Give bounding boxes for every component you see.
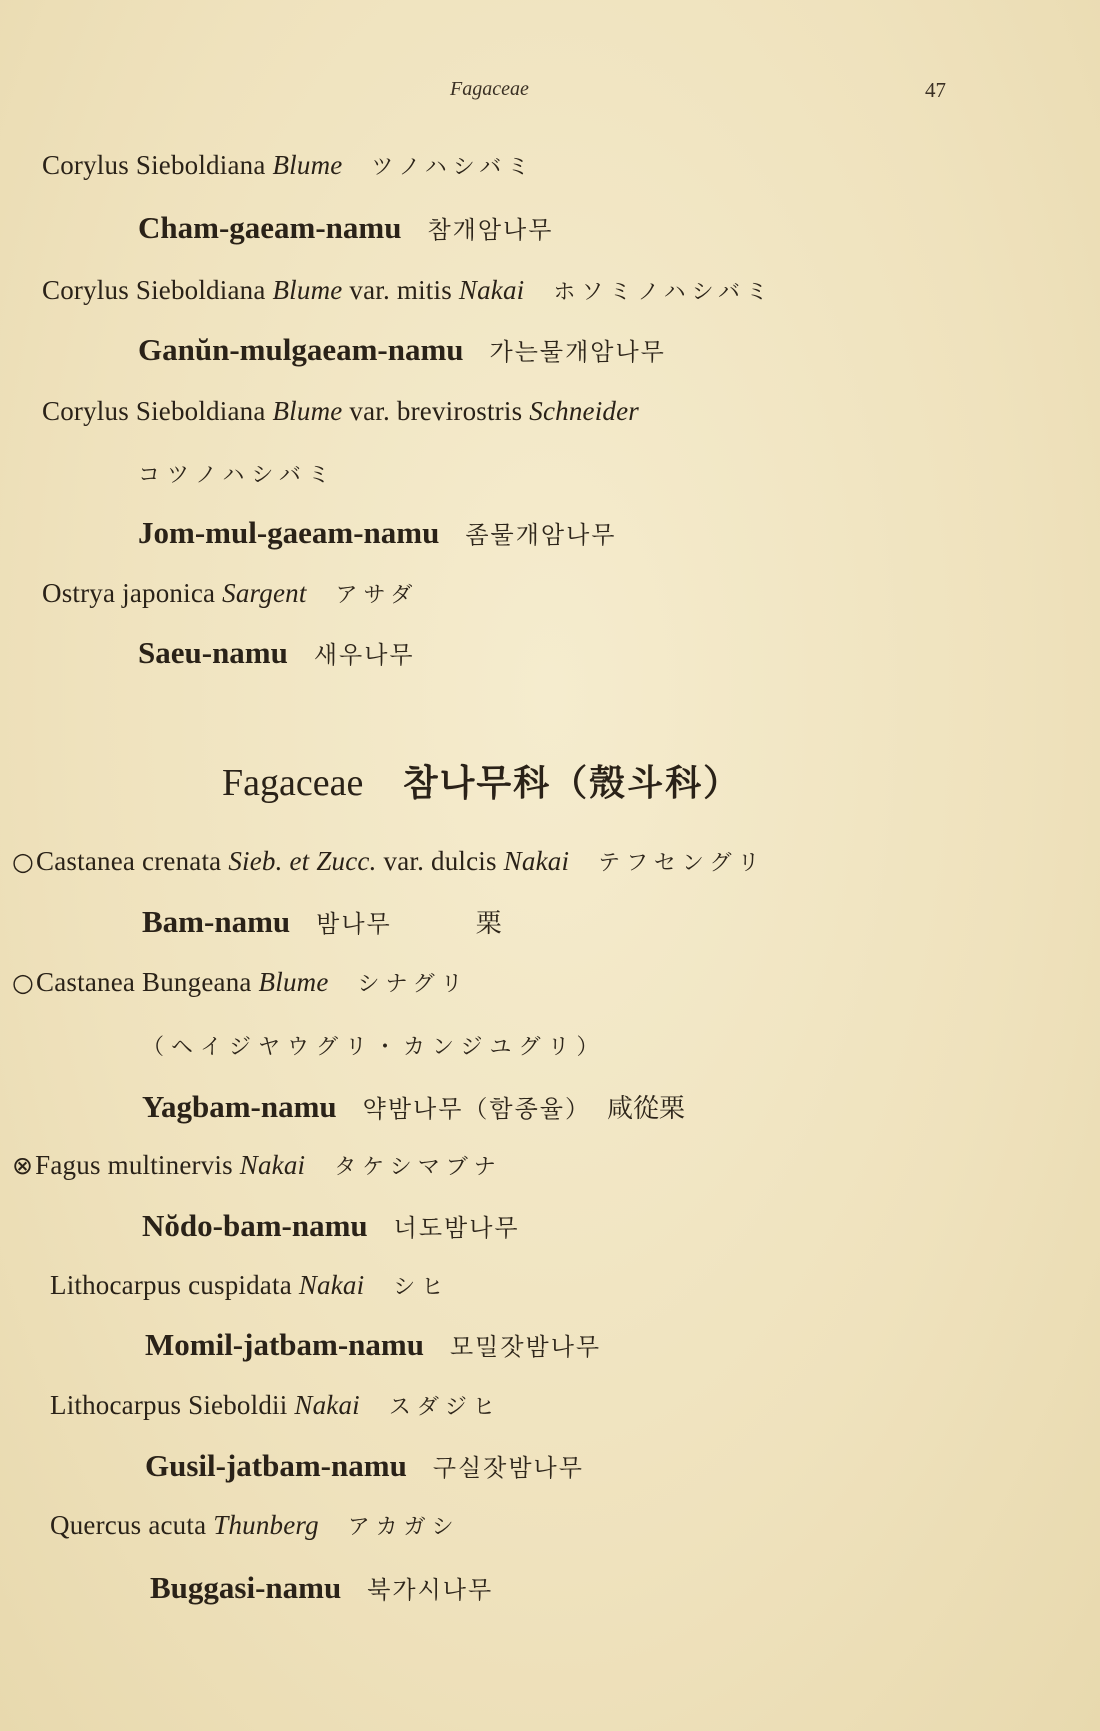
korean-romanized-name: Bam-namu [142, 904, 291, 939]
scientific-name-line [50, 1270, 449, 1301]
species-name: Corylus Sieboldiana [42, 275, 266, 305]
running-title: Fagaceae [450, 78, 529, 100]
variety-author: Nakai [503, 846, 570, 876]
korean-name-line [145, 1327, 601, 1363]
species-name: Fagus multinervis [35, 1150, 233, 1180]
scientific-name-line [42, 578, 418, 609]
japanese-name: アカガシ [347, 1515, 460, 1540]
variety-author: Schneider [529, 396, 640, 426]
korean-name-line [145, 1448, 584, 1484]
circle-mark-icon: ○ [12, 847, 35, 876]
family-heading [222, 755, 741, 806]
japanese-name: ツノハシバミ [371, 155, 536, 180]
variety-name: var. brevirostris [349, 396, 523, 426]
korean-name-line [138, 635, 415, 671]
species-author: Thunberg [213, 1510, 319, 1540]
japanese-name: タケシマブナ [334, 1155, 502, 1180]
species-name: Castanea Bungeana [36, 967, 252, 997]
hangul-name: 너도밤나무 [393, 1214, 520, 1242]
scientific-name-line [42, 396, 639, 427]
scientific-name-line [12, 846, 765, 877]
korean-name-line [142, 903, 502, 940]
korean-romanized-name: Cham-gaeam-namu [138, 210, 402, 245]
species-name: Corylus Sieboldiana [42, 396, 266, 426]
scientific-name-line [50, 1510, 460, 1541]
running-head [0, 78, 1100, 108]
species-name: Lithocarpus Sieboldii [50, 1390, 288, 1420]
species-author: Sargent [222, 578, 307, 608]
hangul-name: 구실잣밤나무 [432, 1454, 584, 1482]
korean-romanized-name: Yagbam-namu [142, 1089, 337, 1124]
chinese-name: 栗 [475, 909, 502, 939]
species-name: Castanea crenata [36, 846, 222, 876]
scientific-name-line [42, 150, 535, 181]
chinese-name: 咸從栗 [606, 1094, 685, 1124]
variety-name: var. mitis [349, 275, 452, 305]
scientific-name-line [12, 967, 469, 998]
korean-romanized-name: Gusil-jatbam-namu [145, 1448, 407, 1483]
hangul-name: 북가시나무 [367, 1576, 494, 1604]
korean-name-line [138, 515, 616, 551]
hangul-name: 모밀잣밤나무 [449, 1333, 602, 1361]
korean-romanized-name: Momil-jatbam-namu [145, 1327, 424, 1362]
hangul-name: 참개암나무 [427, 216, 554, 244]
crossed-circle-mark-icon: ⊗ [12, 1151, 34, 1180]
family-latin: Fagaceae [222, 762, 364, 804]
korean-romanized-name: Nŏdo-bam-namu [142, 1208, 368, 1243]
korean-name-line [138, 210, 553, 246]
korean-name-line [142, 1088, 685, 1125]
species-author: Blume [258, 967, 329, 997]
japanese-name: シヒ [393, 1275, 450, 1300]
species-author: Blume [272, 150, 343, 180]
species-name: Quercus acuta [50, 1510, 207, 1540]
species-author: Nakai [298, 1270, 365, 1300]
hangul-name: 약밤나무（함종율） [362, 1095, 591, 1123]
species-author: Blume [272, 275, 343, 305]
japanese-name: スダジヒ [388, 1395, 501, 1420]
japanese-name: シナグリ [357, 972, 469, 997]
hangul-name: 가는물개암나무 [489, 338, 666, 366]
japanese-name: テフセングリ [598, 851, 766, 876]
japanese-name: ホソミノハシバミ [553, 280, 775, 305]
variety-name: var. dulcis [383, 846, 497, 876]
korean-romanized-name: Saeu-namu [138, 635, 288, 670]
hangul-name: 밤나무 [316, 910, 392, 938]
korean-romanized-name: Buggasi-namu [150, 1570, 342, 1605]
page-number: 47 [925, 78, 946, 102]
species-name: Corylus Sieboldiana [42, 150, 266, 180]
scientific-name-line [12, 1150, 502, 1181]
japanese-alt-names: （ヘイジヤウグリ・カンジユグリ） [142, 1035, 606, 1060]
korean-name-line [142, 1208, 520, 1244]
species-author: Nakai [294, 1390, 360, 1420]
variety-author: Nakai [458, 275, 525, 305]
japanese-name: コツノハシバミ [138, 463, 337, 488]
species-author: Sieb. et Zucc. [228, 846, 377, 876]
korean-romanized-name: Ganŭn-mulgaeam-namu [138, 332, 464, 367]
hangul-name: 좀물개암나무 [465, 521, 617, 549]
hangul-name: 새우나무 [313, 641, 415, 669]
species-name: Ostrya japonica [42, 578, 216, 608]
korean-name-line [150, 1570, 493, 1606]
species-name: Lithocarpus cuspidata [50, 1270, 292, 1300]
circle-mark-icon: ○ [12, 968, 35, 997]
species-author: Blume [272, 396, 343, 426]
scientific-name-line [50, 1390, 501, 1421]
korean-romanized-name: Jom-mul-gaeam-namu [138, 515, 440, 550]
species-author: Nakai [239, 1150, 306, 1180]
scientific-name-line [42, 275, 774, 306]
korean-name-line [138, 332, 666, 368]
japanese-name: アサダ [335, 583, 419, 608]
family-korean: 참나무科（殼斗科） [402, 763, 742, 804]
